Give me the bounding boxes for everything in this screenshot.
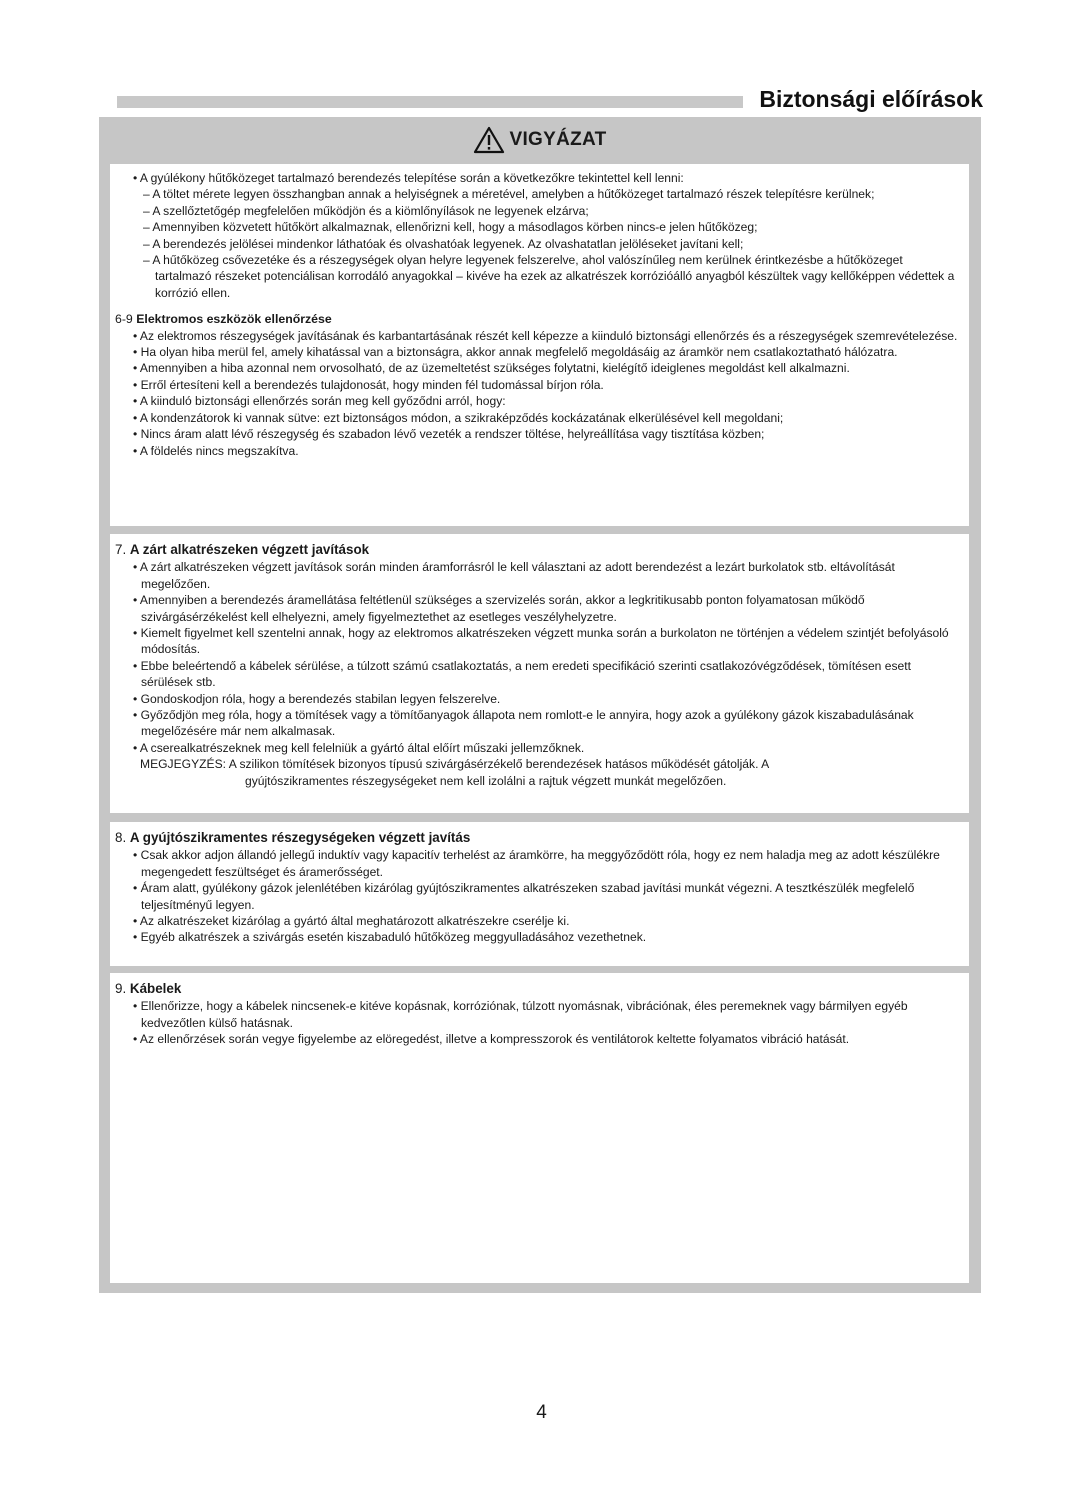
list-item: – A berendezés jelölései mindenkor láthatóak és olvashatóak legyenek. Az olvashatatlan jelöléseket javítani kell; xyxy=(143,236,744,251)
list-item: • A földelés nincs megszakítva. xyxy=(133,443,299,458)
section-title-text: Kábelek xyxy=(129,981,182,996)
list-item: • Áram alatt, gyúlékony gázok jelenlétében kizárólag gyújtószikramentes alkatrészeken szabad javítási munkát végezni. A tesztkészülék megfelelő teljesítményű legyen. xyxy=(133,881,915,912)
warning-title: VIGYÁZAT xyxy=(509,129,607,150)
list-item: • Az elektromos részegységek javításának és karbantartásának részét kell képezze a kiinduló biztonsági ellenőrzés és a részegységek szemrevételezése. xyxy=(133,328,958,343)
list-item: • Nincs áram alatt lévő részegység és szabadon lévő vezeték a rendszer töltése, helyreállítása vagy tisztítása közben; xyxy=(133,427,765,442)
section-cables xyxy=(110,973,969,1283)
sub-number: 6-9 xyxy=(115,312,133,327)
list-item: – A töltet mérete legyen összhangban annak a helyiségnek a méretével, amelyben a hűtőközeget tartalmazó részek telepítésre kerülnek; xyxy=(143,187,875,202)
list-item: • Csak akkor adjon állandó jellegű induktív vagy kapacitív terhelést az áramkörre, ha meggyőződött róla, hogy ez nem haladja meg az adott készülékre megengedett feszültséget és áramerősséget. xyxy=(133,848,940,879)
list-item: – A hűtőközeg csővezetéke és a részegységek olyan helyre legyenek felszerelve, ahol valószínűleg nem kerülnek érintkezésbe a hűtőközeget tartalmazó részeket potenciálisan korrodáló anyagokkal – kivéve ha ezek az alkatrészek korrózióálló anyagból készültek vagy kellőképpen védettek a korrózió ellen. xyxy=(143,253,955,300)
section-number: 7. xyxy=(115,542,127,557)
section3-title xyxy=(115,830,961,846)
list-item: • A kondenzátorok ki vannak sütve: ezt biztonságos módon, a szikraképződés kockázatának elkerülésével kell megoldani; xyxy=(133,410,784,425)
list-item: • A zárt alkatrészeken végzett javítások során minden áramforrásról le kell választani az adott berendezést a lezárt burkolatok stb. eltávolítását megelőzően. xyxy=(133,560,895,591)
section4-title xyxy=(115,981,961,997)
list-item: • Ellenőrizze, hogy a kábelek nincsenek-e kitéve kopásnak, korróziónak, túlzott nyomásnak, vibrációnak, éles peremeknek vagy bármilyen egyéb kedvezőtlen külső hatásnak. xyxy=(133,999,908,1030)
list-item: – A szellőztetőgép megfelelően működjön és a kiömlőnyílások ne legyenek elzárva; xyxy=(143,203,589,218)
list-item: • Győződjön meg róla, hogy a tömítések vagy a tömítőanyagok állapota nem romlott-e le annyira, hogy azok a gyúlékony gázok kiszabadulásának megelőzésére már nem alkalmasak. xyxy=(133,708,914,739)
warning-triangle-icon xyxy=(473,126,505,154)
section1-intro: • A gyúlékony hűtőközeget tartalmazó berendezés telepítése során a következőkre tekintettel kell lenni: xyxy=(133,171,684,185)
list-item: • A cserealkatrészeknek meg kell felelniük a gyártó által előírt műszaki jellemzőknek. xyxy=(133,740,585,755)
header-rule xyxy=(117,96,743,108)
list-item: – Amennyiben közvetett hűtőkört alkalmaznak, ellenőrizni kell, hogy a másodlagos körben nincs-e jelen hűtőközeg; xyxy=(143,220,758,235)
list-item: • Egyéb alkatrészek a szivárgás esetén kiszabaduló hűtőközeg meggyulladásához vezethetnek. xyxy=(133,930,647,945)
section-sealed-components xyxy=(110,534,969,813)
list-item: • Kiemelt figyelmet kell szentelni annak, hogy az elektromos alkatrészeken végzett munka során a burkolaton ne történjen a védelem szintjét befolyásoló módosítás. xyxy=(133,626,949,657)
warning-header xyxy=(99,117,981,163)
section2-title xyxy=(115,542,961,558)
list-item: • Gondoskodjon róla, hogy a berendezés stabilan legyen felszerelve. xyxy=(133,691,501,706)
list-item: • Az alkatrészeket kizárólag a gyártó által meghatározott alkatrészekre cserélje ki. xyxy=(133,914,570,929)
section-intrinsically-safe xyxy=(110,822,969,966)
list-item: • Ha olyan hiba merül fel, amely kihatással van a biztonságra, akkor annak megfelelő megoldásáig az áramkör nem csatlakoztatható hálózatra. xyxy=(133,345,898,360)
list-item: • Az ellenőrzések során vegye figyelembe az elöregedést, illetve a kompresszorok és ventilátorok keltette folyamatos vibráció hatását. xyxy=(133,1032,850,1047)
page-number: 4 xyxy=(536,1402,547,1423)
page-title: Biztonsági előírások xyxy=(759,86,983,112)
list-item: • Amennyiben a hiba azonnal nem orvosolható, de az üzemeltetést szükséges folytatni, kielégítő ideiglenes megoldást kell alkalmazni. xyxy=(133,361,850,376)
note-line: MEGJEGYZÉS: A szilikon tömítések bizonyos típusú szivárgásérzékelő berendezések hatásos működését gátolják. A xyxy=(140,757,770,772)
section-flammable-refrigerant xyxy=(110,164,969,526)
section-number: 8. xyxy=(115,830,127,845)
section-number: 9. xyxy=(115,981,127,996)
warning-frame xyxy=(99,117,981,1293)
section-title-text: A zárt alkatrészeken végzett javítások xyxy=(129,542,370,557)
list-item: • Erről értesíteni kell a berendezés tulajdonosát, hogy minden fél tudomással bírjon róla. xyxy=(133,377,604,392)
section-title-text: A gyújtószikramentes részegységeken végzett javítás xyxy=(129,830,471,845)
sub-title-text: Elektromos eszközök ellenőrzése xyxy=(136,312,332,327)
list-item: • Ebbe beleértendő a kábelek sérülése, a túlzott számú csatlakoztatás, a nem eredeti specifikáció szerinti csatlakozóvégződések, tömítésen esett sérülések stb. xyxy=(133,658,911,690)
section1-subtitle xyxy=(115,311,961,327)
note-line-continued: gyújtószikramentes részegységeket nem kell izolálni a rajtuk végzett munkát megelőzően. xyxy=(245,773,727,788)
list-item: • A kiinduló biztonsági ellenőrzés során meg kell győződni arról, hogy: xyxy=(133,394,506,409)
list-item: • Amennyiben a berendezés áramellátása feltétlenül szükséges a szervizelés során, akkor a legkritikusabb ponton folyamatosan működő szivárgásérzékelést kell elhelyezni, amely figyelmeztethet az esetleges veszélyhelyzetre. xyxy=(133,593,865,624)
